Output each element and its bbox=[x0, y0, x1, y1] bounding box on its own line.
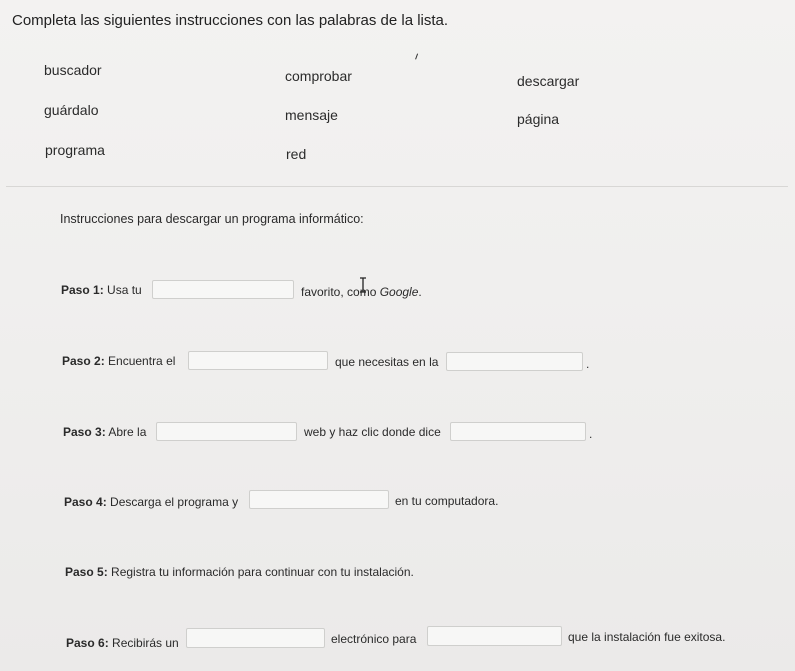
step-5-label: Paso 5: bbox=[65, 565, 108, 579]
blank-step-3-second[interactable] bbox=[450, 422, 586, 441]
step-6-label: Paso 6: bbox=[66, 636, 109, 650]
step-6-ending: que la instalación fue exitosa. bbox=[568, 630, 726, 644]
step-4-continuation: en tu computadora. bbox=[395, 494, 499, 508]
step-1-period: . bbox=[418, 285, 422, 299]
step-6-text: Recibirás un bbox=[112, 636, 179, 650]
step-2-text: Encuentra el bbox=[108, 354, 176, 368]
blank-step-4[interactable] bbox=[249, 490, 389, 509]
blank-step-1[interactable] bbox=[152, 280, 294, 299]
word-red: red bbox=[286, 146, 307, 162]
step-3-period: . bbox=[589, 427, 593, 441]
word-descargar: descargar bbox=[517, 73, 580, 89]
step-2-label: Paso 2: bbox=[62, 354, 105, 368]
step-1-google: Google bbox=[379, 285, 419, 299]
step-5 bbox=[65, 565, 414, 579]
step-1 bbox=[61, 283, 142, 297]
blank-step-6-second[interactable] bbox=[427, 626, 562, 646]
blank-step-3-first[interactable] bbox=[156, 422, 297, 441]
word-guardalo: guárdalo bbox=[44, 102, 99, 118]
section-divider bbox=[6, 186, 788, 187]
blank-step-6-first[interactable] bbox=[186, 628, 325, 648]
word-comprobar: comprobar bbox=[285, 68, 352, 84]
step-6 bbox=[66, 636, 179, 650]
step-5-text: Registra tu información para continuar con tu instalación. bbox=[111, 565, 414, 579]
step-2-middle: que necesitas en la bbox=[335, 355, 439, 369]
step-4-text: Descarga el programa y bbox=[110, 495, 239, 509]
step-1-text-2: favorito, como bbox=[301, 285, 380, 299]
text-cursor-icon bbox=[358, 277, 368, 293]
step-4-label: Paso 4: bbox=[64, 495, 107, 509]
word-mensaje: mensaje bbox=[285, 107, 338, 123]
step-3-label: Paso 3: bbox=[63, 425, 106, 439]
word-programa: programa bbox=[45, 142, 105, 158]
step-4 bbox=[64, 495, 238, 509]
step-1-label: Paso 1: bbox=[61, 283, 104, 297]
step-3 bbox=[63, 425, 146, 439]
word-buscador: buscador bbox=[44, 62, 102, 78]
step-1-text: Usa tu bbox=[107, 283, 142, 297]
blank-step-2-first[interactable] bbox=[188, 351, 328, 370]
exercise-title: Completa las siguientes instrucciones con las palabras de la lista. bbox=[12, 12, 449, 29]
step-3-middle: web y haz clic donde dice bbox=[304, 425, 441, 439]
step-6-middle: electrónico para bbox=[331, 632, 417, 646]
instructions-heading: Instrucciones para descargar un programa informático: bbox=[60, 212, 364, 226]
step-2-period: . bbox=[586, 357, 590, 371]
step-2 bbox=[62, 354, 175, 368]
blank-step-2-second[interactable] bbox=[446, 352, 583, 371]
step-3-text: Abre la bbox=[108, 425, 147, 439]
word-pagina: página bbox=[517, 111, 560, 127]
pen-mark bbox=[415, 53, 421, 60]
